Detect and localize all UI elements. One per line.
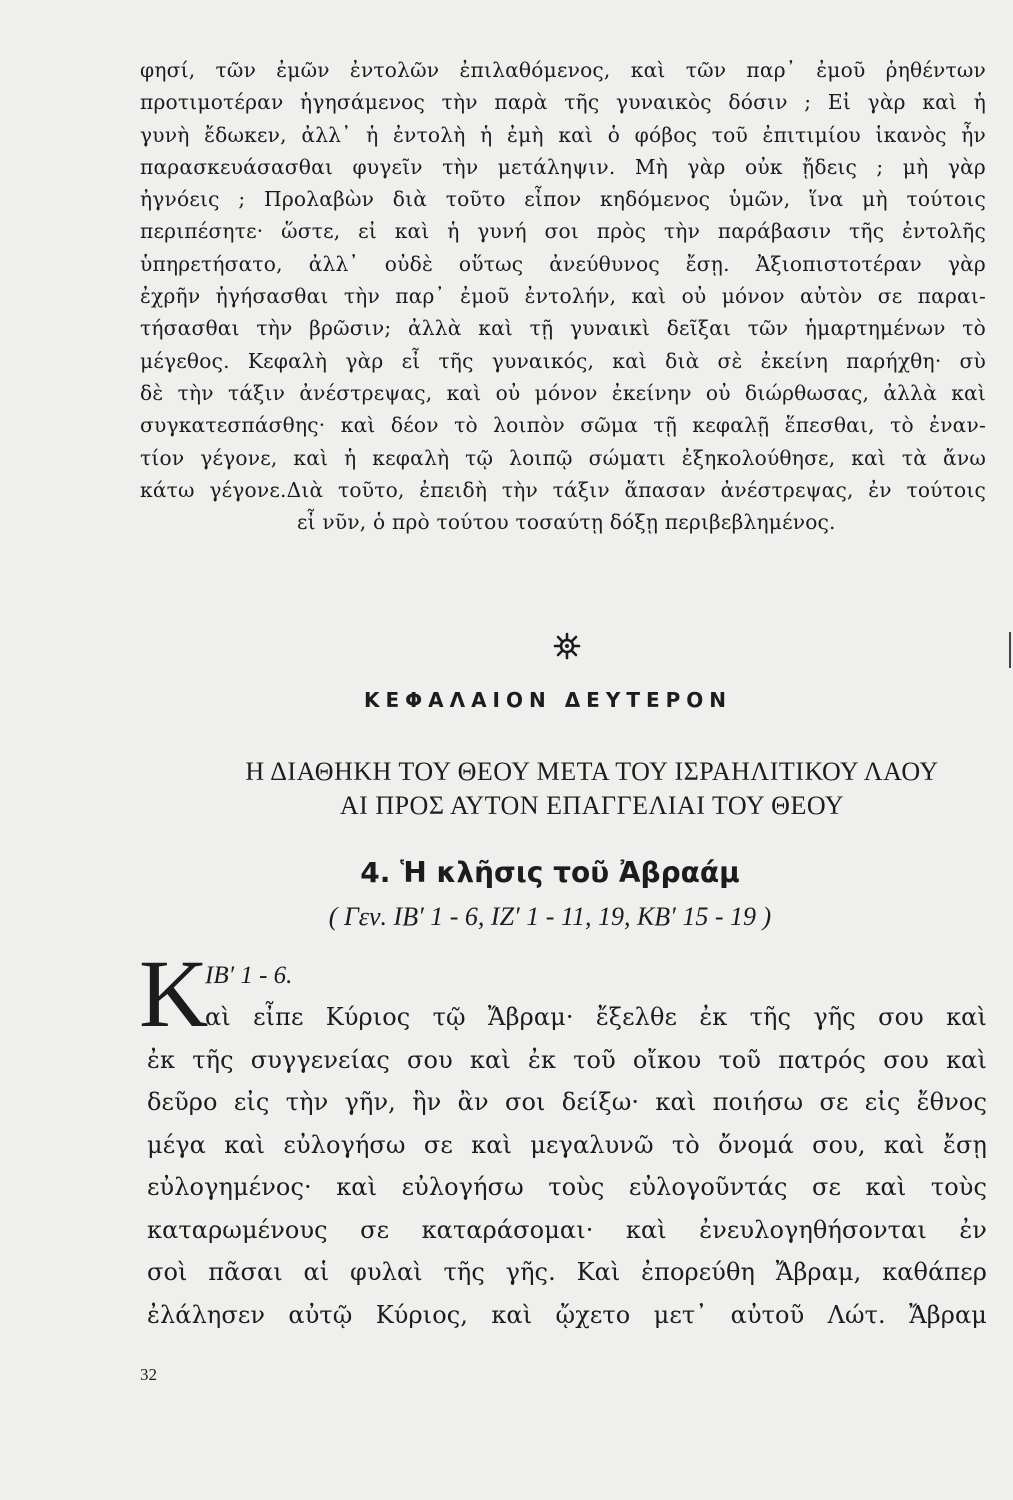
margin-mark: [1009, 632, 1011, 668]
page-number: 32: [140, 1365, 157, 1384]
text-line: ἐχρῆν ἡγήσασθαι τὴν παρ᾽ ἐμοῦ ἐντολήν, καὶ οὐ μόνον αὐτὸν σε παραι-: [140, 284, 986, 309]
text-line: αὶ εἶπε Κύριος τῷ Ἄβραμ· ἔξελθε ἐκ τῆς γῆς σου καὶ: [205, 1003, 987, 1031]
text-line: γυνὴ ἔδωκεν, ἀλλ᾽ ἡ ἐντολὴ ἡ ἐμὴ καὶ ὁ φόβος τοῦ ἐπιτιμίου ἱκανὸς ἦν: [140, 122, 986, 147]
text-line: εὐλογημένος· καὶ εὐλογήσω τοὺς εὐλογοῦντάς σε καὶ τοὺς: [147, 1173, 987, 1201]
text-line: προτιμοτέραν ἡγησάμενος τὴν παρὰ τῆς γυναικὸς δόσιν ; Εἰ γὰρ καὶ ἡ: [140, 90, 986, 115]
text-line: ἐκ τῆς συγγενείας σου καὶ ἐκ τοῦ οἴκου τοῦ πατρός σου καὶ: [147, 1045, 987, 1074]
text-line: ἐλάλησεν αὐτῷ Κύριος, καὶ ᾤχετο μετ᾽ αὐτοῦ Λώτ. Ἄβραμ: [147, 1300, 987, 1329]
drop-cap: Κ: [139, 940, 209, 1047]
scripture-paragraph: [147, 996, 987, 1336]
text-line: εἶ νῦν, ὁ πρὸ τούτου τοσαύτῃ δόξῃ περιβεβλημένος.: [297, 510, 836, 535]
text-line: ἠγνόεις ; Προλαβὼν διὰ τοῦτο εἶπον κηδόμενος ὑμῶν, ἵνα μὴ τούτοις: [140, 187, 986, 212]
text-line: καταρωμένους σε καταράσομαι· καὶ ἐνευλογηθήσονται ἐν: [147, 1215, 987, 1244]
verse-reference: ΙΒ′ 1 - 6.: [205, 962, 293, 989]
text-line: μέγεθος. Κεφαλὴ γὰρ εἶ τῆς γυναικός, καὶ διὰ σὲ ἐκείνη παρήχθη· σὺ: [140, 348, 986, 373]
cross-flower-ornament-icon: [553, 632, 581, 660]
text-line: δὲ τὴν τάξιν ἀνέστρεψας, καὶ οὐ μόνον ἐκείνην οὐ διώρθωσας, ἀλλὰ καὶ: [140, 380, 986, 405]
text-line: παρασκευάσασθαι φυγεῖν τὴν μετάληψιν. Μὴ γὰρ οὐκ ᾔδεις ; μὴ γὰρ: [140, 154, 986, 179]
text-line: τήσασθαι τὴν βρῶσιν; ἀλλὰ καὶ τῇ γυναικὶ δεῖξαι τῶν ἡμαρτημένων τὸ: [140, 316, 986, 341]
section-heading: 4. Ἡ κλῆσις τοῦ Ἀβραάμ: [360, 856, 740, 889]
text-line: συγκατεσπάσθης· καὶ δέον τὸ λοιπὸν σῶμα τῇ κεφαλῇ ἕπεσθαι, τὸ ἐναν-: [140, 413, 986, 438]
text-line: περιπέσητε· ὥστε, εἰ καὶ ἡ γυνή σοι πρὸς τὴν παράβασιν τῆς ἐντολῆς: [140, 219, 986, 244]
text-line: σοὶ πᾶσαι αἱ φυλαὶ τῆς γῆς. Καὶ ἐπορεύθη Ἄβραμ, καθάπερ: [147, 1258, 987, 1286]
paragraph-continued: [140, 54, 986, 538]
text-line: δεῦρο εἰς τὴν γῆν, ἣν ἂν σοι δείξω· καὶ ποιήσω σε εἰς ἔθνος: [147, 1088, 987, 1116]
chapter-title-line-2: ΑΙ ΠΡΟΣ ΑΥΤΟΝ ΕΠΑΓΓΕΛΙΑΙ ΤΟΥ ΘΕΟΥ: [339, 791, 845, 820]
chapter-title-line-1: Η ΔΙΑΘΗΚΗ ΤΟΥ ΘΕΟΥ ΜΕΤΑ ΤΟΥ ΙΣΡΑΗΛΙΤΙΚΟΥ ΛΑΟΥ: [245, 757, 939, 786]
text-line: μέγα καὶ εὐλογήσω σε καὶ μεγαλυνῶ τὸ ὄνομά σου, καὶ ἔσῃ: [147, 1130, 987, 1159]
text-line: τίον γέγονε, καὶ ἡ κεφαλὴ τῷ λοιπῷ σώματι ἐξηκολούθησε, καὶ τὰ ἄνω: [140, 445, 986, 470]
text-line: ὑπηρετήσατο, ἀλλ᾽ οὐδὲ οὕτως ἀνεύθυνος ἔσῃ. Ἀξιοπιστοτέραν γὰρ: [140, 251, 986, 276]
chapter-heading: ΚΕΦΑΛΑΙΟΝ ΔΕΥΤΕΡΟΝ: [363, 688, 733, 712]
text-line: φησί, τῶν ἐμῶν ἐντολῶν ἐπιλαθόμενος, καὶ τῶν παρ᾽ ἐμοῦ ῥηθέντων: [140, 58, 986, 82]
text-line: κάτω γέγονε.Διὰ τοῦτο, ἐπειδὴ τὴν τάξιν ἅπασαν ἀνέστρεψας, ἐν τούτοις: [140, 477, 986, 502]
section-reference: ( Γεν. ΙΒ′ 1 - 6, ΙΖ′ 1 - 11, 19, ΚΒ′ 15 - 19 ): [328, 902, 772, 931]
